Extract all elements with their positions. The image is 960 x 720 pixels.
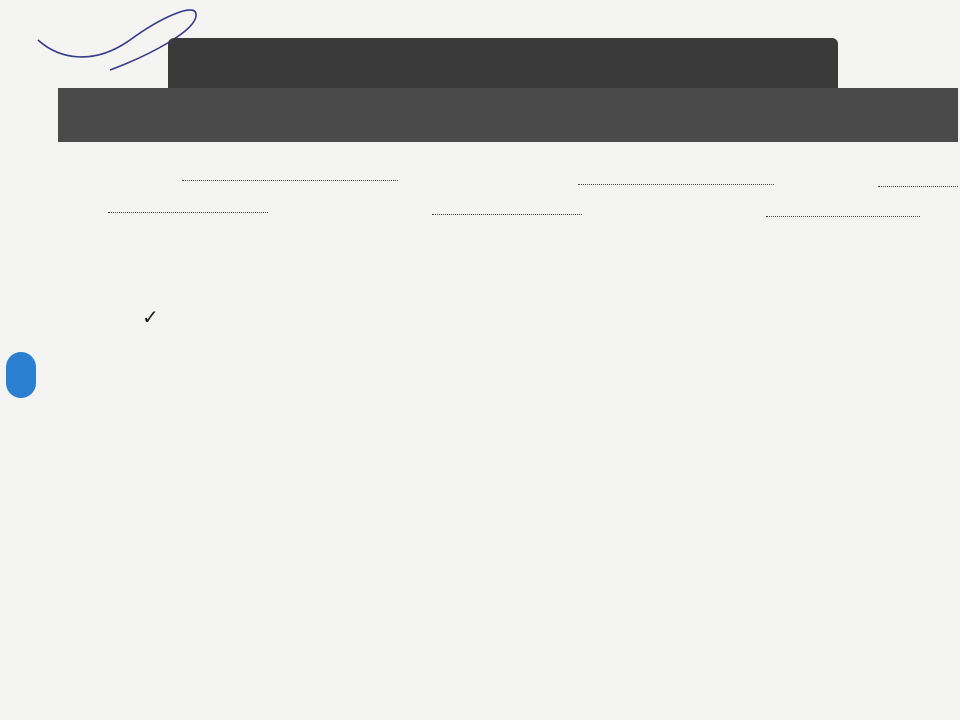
check-mark: ✓ [142, 305, 159, 329]
